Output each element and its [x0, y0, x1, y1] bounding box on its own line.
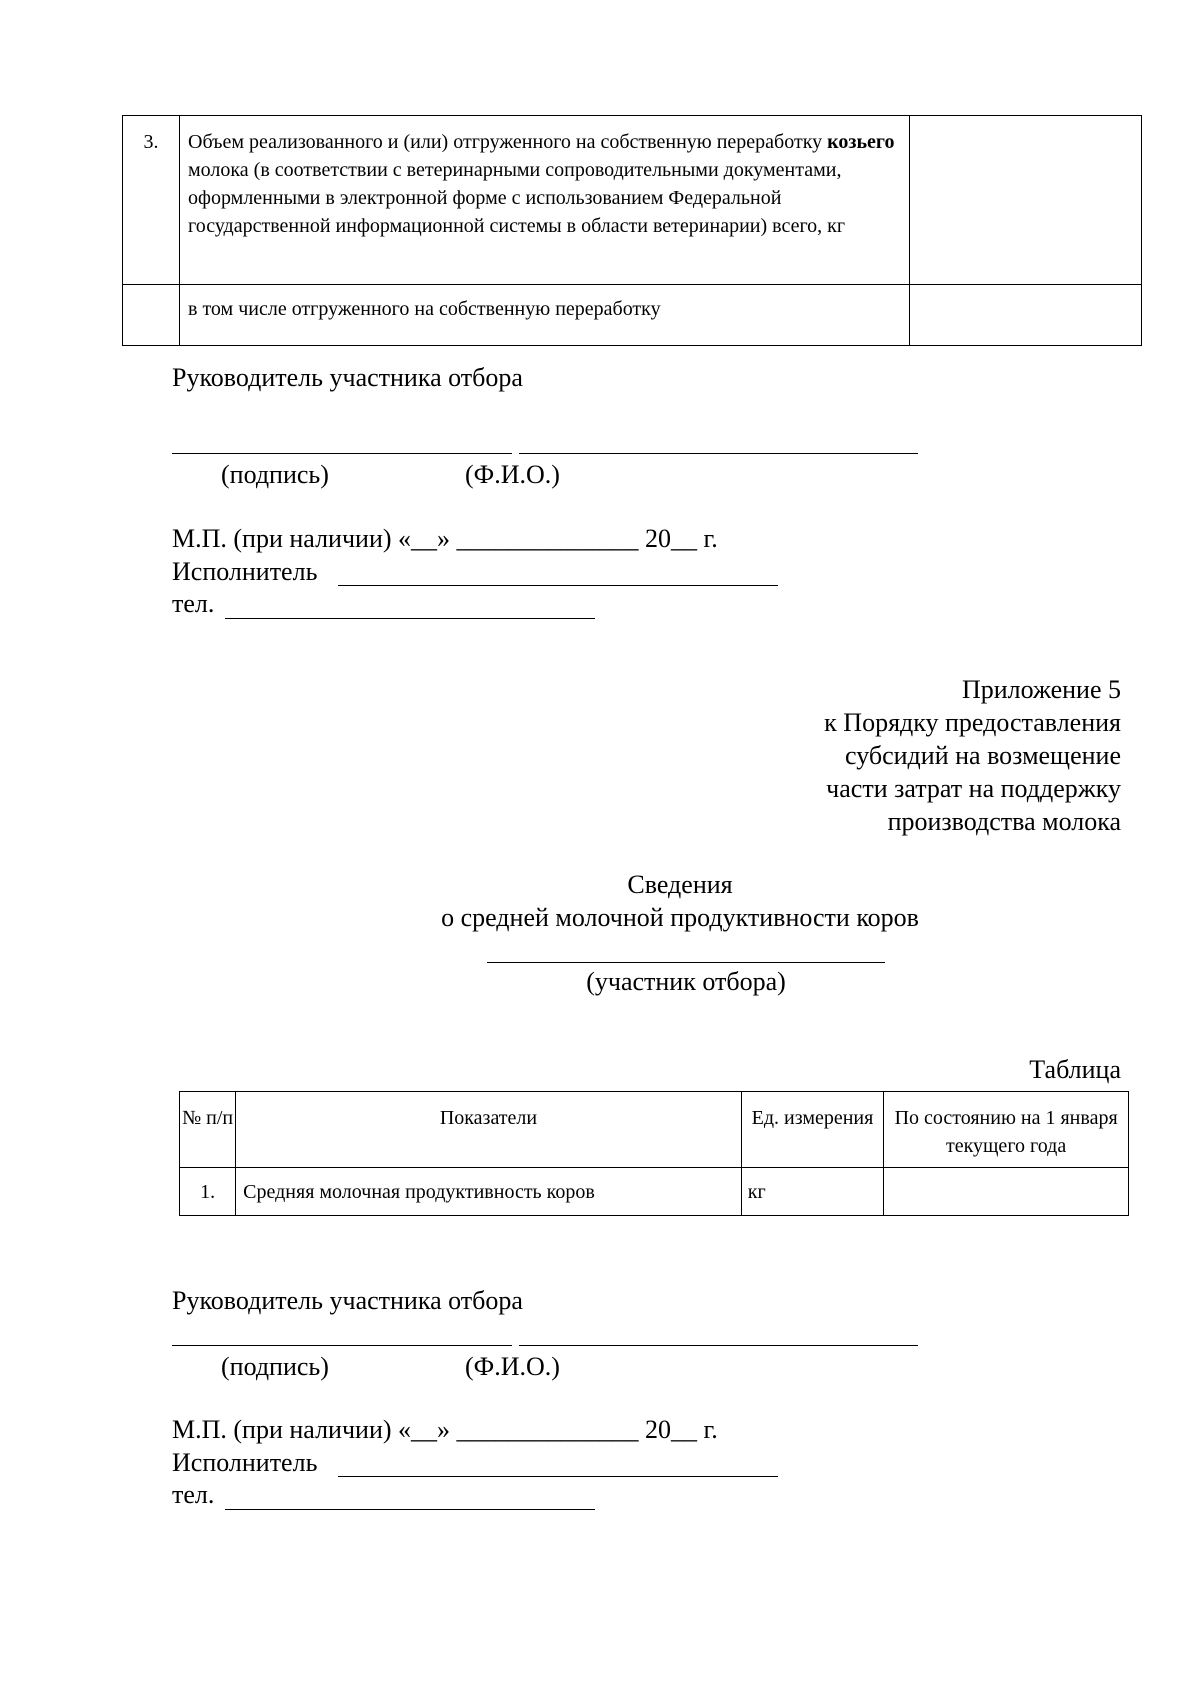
indicator-text-end: молока (в соответствии с ветеринарными сопроводительными документами, оформленными в электронной форме с использованием Федеральной государственной информационной системы в области ветеринарии) всего, кг — [188, 159, 846, 237]
milk-volume-table — [122, 115, 1142, 346]
name-line[interactable] — [519, 1345, 918, 1346]
row-number — [123, 285, 180, 346]
row-value-cell[interactable] — [884, 1168, 1129, 1216]
signature-caption: (подпись) — [221, 1352, 329, 1381]
document-subtitle: о средней молочной продуктивности коров — [441, 903, 919, 932]
table-header-row — [180, 1092, 1129, 1168]
appendix-line: производства молока — [887, 807, 1121, 836]
row-number: 1. — [180, 1168, 236, 1216]
header-as-of: По состоянию на 1 января текущего года — [884, 1092, 1129, 1168]
row-indicator: в том числе отгруженного на собственную переработку — [180, 285, 910, 346]
signature-line[interactable] — [172, 1345, 512, 1346]
tel-line[interactable] — [225, 1509, 595, 1510]
executor-line[interactable] — [338, 585, 778, 586]
row-unit: кг — [741, 1168, 883, 1216]
executor-label: Исполнитель — [172, 557, 318, 586]
indicator-text-start: Объем реализованного и (или) отгруженного на собственную переработку — [188, 131, 828, 153]
executor-line[interactable] — [338, 1476, 778, 1477]
row-value-cell[interactable] — [910, 116, 1142, 285]
participant-caption: (участник отбора) — [586, 967, 786, 996]
appendix-line: Приложение 5 — [961, 675, 1121, 704]
name-caption: (Ф.И.О.) — [465, 460, 560, 489]
row-indicator: Средняя молочная продуктивность коров — [236, 1168, 742, 1216]
tel-label: тел. — [172, 1480, 215, 1509]
appendix-line: части затрат на поддержку — [826, 774, 1121, 803]
name-line[interactable] — [519, 453, 918, 454]
name-caption: (Ф.И.О.) — [465, 1352, 560, 1381]
header-unit: Ед. измерения — [741, 1092, 883, 1168]
signature-caption: (подпись) — [221, 460, 329, 489]
header-indicators: Показатели — [236, 1092, 742, 1168]
stamp-date-line: М.П. (при наличии) «__» ______________ 20__ г. — [172, 1415, 718, 1444]
signature-line[interactable] — [172, 453, 512, 454]
indicator-text-bold: козьего — [827, 131, 895, 153]
table-label: Таблица — [1029, 1055, 1121, 1084]
signature-head: Руководитель участника отбора — [172, 1286, 523, 1315]
header-number: № п/п — [180, 1092, 236, 1168]
row-indicator — [180, 116, 910, 285]
tel-label: тел. — [172, 589, 215, 618]
document-title: Сведения — [627, 870, 733, 899]
appendix-line: к Порядку предоставления — [824, 708, 1121, 737]
appendix-line: субсидий на возмещение — [845, 741, 1121, 770]
executor-label: Исполнитель — [172, 1448, 318, 1477]
productivity-table — [179, 1091, 1129, 1216]
participant-line[interactable] — [487, 962, 885, 963]
table-row — [180, 1168, 1129, 1216]
tel-line[interactable] — [225, 618, 595, 619]
table-row — [123, 285, 1142, 346]
appendix-header — [824, 673, 1121, 838]
row-value-cell[interactable] — [910, 285, 1142, 346]
stamp-date-line: М.П. (при наличии) «__» ______________ 20__ г. — [172, 524, 718, 553]
row-number: 3. — [123, 116, 180, 285]
table-row — [123, 116, 1142, 285]
signature-head: Руководитель участника отбора — [172, 363, 523, 392]
